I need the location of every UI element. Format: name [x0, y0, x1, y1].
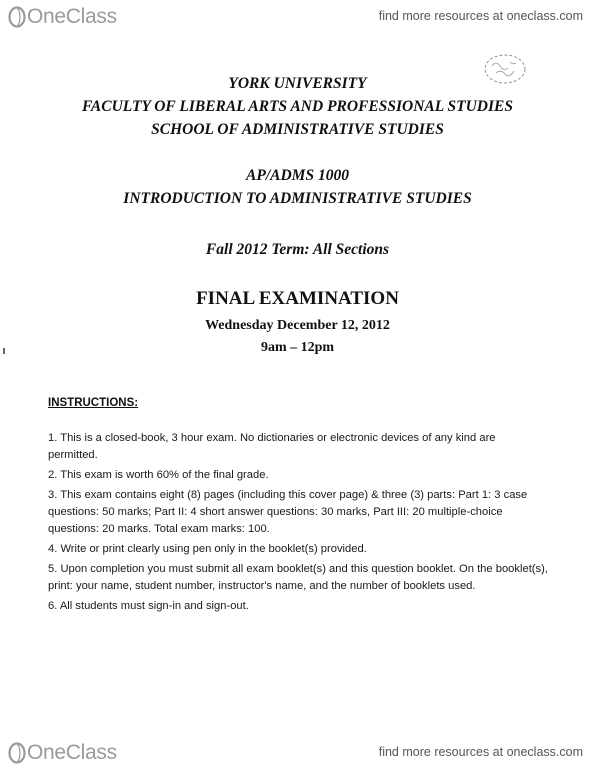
course-header: [0, 164, 595, 210]
exam-title: FINAL EXAMINATION: [196, 288, 399, 309]
instruction-item: 1. This is a closed-book, 3 hour exam. No dictionaries or electronic devices of any kind are permitted.: [48, 432, 496, 462]
oneclass-logo[interactable]: [8, 4, 117, 30]
oneclass-logo-icon: [8, 6, 26, 28]
exam-date: Wednesday December 12, 2012: [205, 318, 390, 333]
promo-link[interactable]: find more resources at oneclass.com: [378, 9, 583, 23]
exam-time: 9am – 12pm: [260, 340, 335, 355]
instruction-item: 6. All students must sign-in and sign-out.: [48, 599, 249, 612]
top-brand-bar: [0, 0, 595, 34]
oneclass-logo-icon: [8, 742, 26, 764]
school-name: SCHOOL OF ADMINISTRATIVE STUDIES: [151, 121, 444, 138]
university-name: YORK UNIVERSITY: [228, 75, 367, 92]
instruction-item: 2. This exam is worth 60% of the final grade.: [48, 469, 269, 481]
course-name: INTRODUCTION TO ADMINISTRATIVE STUDIES: [123, 190, 472, 207]
promo-link[interactable]: find more resources at oneclass.com: [378, 745, 583, 759]
university-header: [0, 72, 595, 141]
instructions-list: [48, 430, 548, 617]
logo-text: OneClass: [27, 5, 117, 28]
logo-text: OneClass: [27, 741, 117, 764]
instruction-item: 5. Upon completion you must submit all exam booklet(s) and this question booklet. On the booklet(s), print: your name, student number, instructor's name, and the number of booklets used.: [48, 562, 548, 592]
course-term: Fall 2012 Term: All Sections: [205, 241, 390, 258]
course-code: AP/ADMS 1000: [246, 167, 349, 184]
oneclass-logo[interactable]: [8, 740, 117, 766]
term-line: [0, 238, 595, 261]
bottom-brand-bar: [0, 736, 595, 770]
instruction-item: 3. This exam contains eight (8) pages (including this cover page) & three (3) parts: Part 1: 3 case questions: 50 marks; Part II: 4 short answer questions: 30 marks, Part III: 20 multiple-choice questions: 20 marks. Total exam marks: 100.: [48, 488, 528, 536]
instruction-item: 4. Write or print clearly using pen only in the booklet(s) provided.: [48, 543, 367, 555]
instructions-heading: INSTRUCTIONS:: [48, 397, 139, 409]
faculty-name: FACULTY OF LIBERAL ARTS AND PROFESSIONAL STUDIES: [82, 98, 513, 115]
